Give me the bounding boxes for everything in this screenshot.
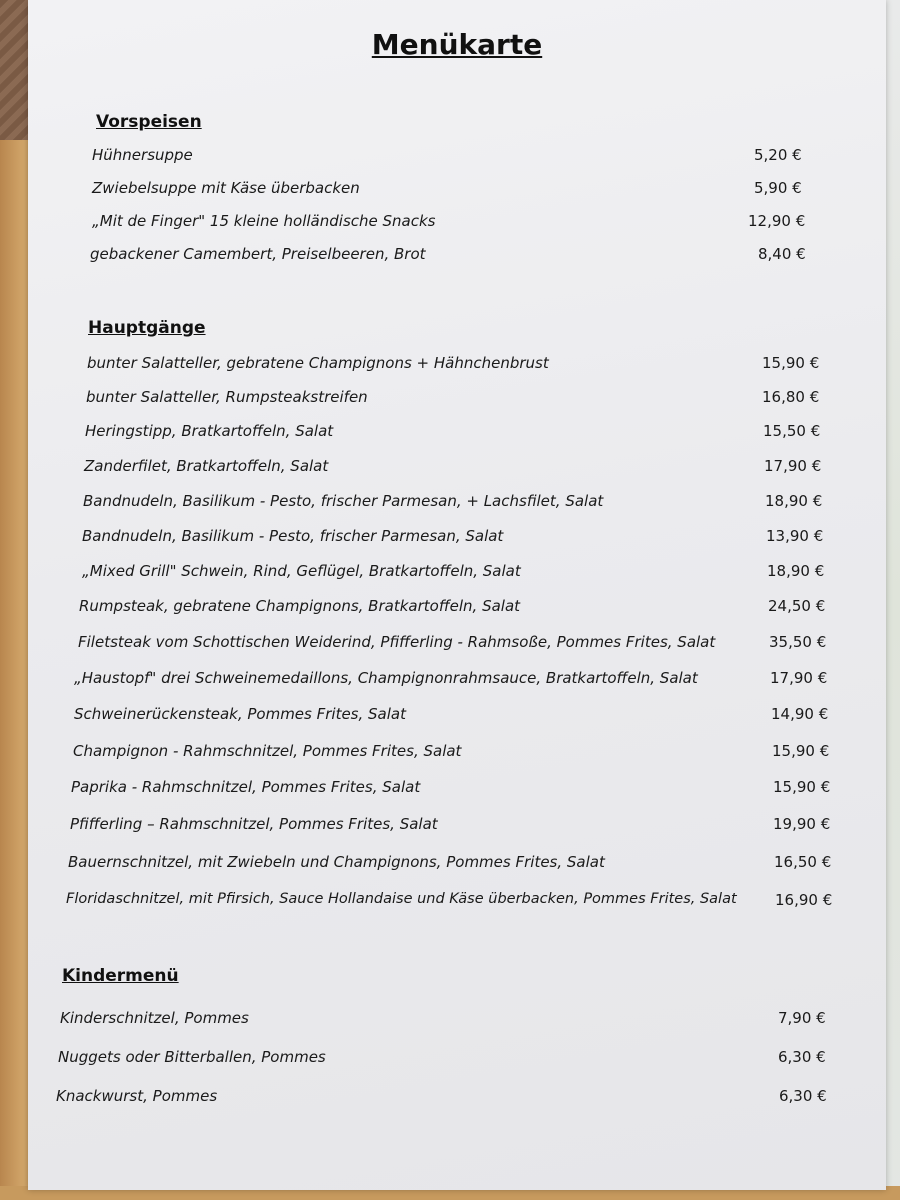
menu-item (28, 179, 886, 205)
menu-item (28, 354, 886, 380)
item-name: „Haustopf" drei Schweinemedaillons, Champignonrahmsauce, Bratkartoffeln, Salat (74, 669, 698, 687)
item-price: 24,50 € (768, 597, 826, 615)
item-price: 8,40 € (758, 245, 806, 263)
item-name: bunter Salatteller, gebratene Champignons + Hähnchenbrust (87, 354, 549, 372)
item-name: Zwiebelsuppe mit Käse überbacken (92, 179, 360, 197)
menu-sheet (28, 0, 886, 1190)
item-price: 14,90 € (771, 705, 829, 723)
item-name: Rumpsteak, gebratene Champignons, Bratkartoffeln, Salat (79, 597, 521, 615)
item-price: 15,50 € (763, 422, 821, 440)
item-price: 15,90 € (773, 778, 831, 796)
item-price: 5,90 € (754, 179, 802, 197)
item-name: Floridaschnitzel, mit Pfirsich, Sauce Hollandaise und Käse überbacken, Pommes Frites, Salat (66, 891, 737, 907)
menu-item (28, 705, 886, 731)
item-price: 17,90 € (770, 669, 828, 687)
section-heading-kindermenue: Kindermenü (62, 966, 179, 986)
item-name: „Mit de Finger" 15 kleine holländische Snacks (92, 212, 436, 230)
menu-item (28, 457, 886, 483)
item-price: 19,90 € (773, 815, 831, 833)
menu-item (28, 669, 886, 695)
section-heading-hauptgaenge: Hauptgänge (88, 318, 206, 338)
item-name: Bauernschnitzel, mit Zwiebeln und Champignons, Pommes Frites, Salat (68, 853, 605, 871)
item-price: 15,90 € (762, 354, 820, 372)
item-price: 6,30 € (778, 1048, 826, 1066)
menu-item (28, 778, 886, 804)
item-name: Knackwurst, Pommes (56, 1087, 218, 1105)
item-price: 16,90 € (775, 891, 833, 909)
item-name: gebackener Camembert, Preiselbeeren, Brot (90, 245, 426, 263)
item-name: bunter Salatteller, Rumpsteakstreifen (86, 388, 368, 406)
item-price: 6,30 € (779, 1087, 827, 1105)
item-name: Pfifferling – Rahmschnitzel, Pommes Frites, Salat (70, 815, 438, 833)
menu-title: Menükarte (371, 28, 543, 61)
menu-item (28, 1048, 886, 1074)
menu-item (28, 492, 886, 518)
item-price: 35,50 € (769, 633, 827, 651)
item-name: „Mixed Grill" Schwein, Rind, Geflügel, Bratkartoffeln, Salat (82, 562, 521, 580)
menu-item (28, 597, 886, 623)
item-name: Zanderfilet, Bratkartoffeln, Salat (84, 457, 329, 475)
item-name: Kinderschnitzel, Pommes (60, 1009, 249, 1027)
menu-item (28, 146, 886, 172)
menu-item (28, 527, 886, 553)
item-price: 7,90 € (778, 1009, 826, 1027)
item-price: 13,90 € (766, 527, 824, 545)
menu-item (28, 633, 886, 659)
menu-item (28, 742, 886, 768)
item-name: Filetsteak vom Schottischen Weiderind, Pfifferling - Rahmsoße, Pommes Frites, Salat (78, 633, 716, 651)
item-name: Bandnudeln, Basilikum - Pesto, frischer Parmesan, + Lachsfilet, Salat (83, 492, 604, 510)
item-price: 18,90 € (767, 562, 825, 580)
menu-item (28, 1087, 886, 1113)
item-price: 16,80 € (762, 388, 820, 406)
item-name: Champignon - Rahmschnitzel, Pommes Frites, Salat (73, 742, 462, 760)
item-name: Schweinerückensteak, Pommes Frites, Salat (74, 705, 406, 723)
menu-item (28, 853, 886, 879)
item-price: 18,90 € (765, 492, 823, 510)
item-price: 15,90 € (772, 742, 830, 760)
menu-item (28, 1009, 886, 1035)
item-name: Hühnersuppe (92, 146, 193, 164)
menu-item (28, 891, 886, 917)
menu-item (28, 212, 886, 238)
item-price: 17,90 € (764, 457, 822, 475)
item-price: 12,90 € (748, 212, 806, 230)
item-name: Paprika - Rahmschnitzel, Pommes Frites, Salat (71, 778, 421, 796)
item-name: Bandnudeln, Basilikum - Pesto, frischer Parmesan, Salat (82, 527, 504, 545)
item-price: 16,50 € (774, 853, 832, 871)
menu-item (28, 815, 886, 841)
item-name: Nuggets oder Bitterballen, Pommes (58, 1048, 326, 1066)
item-name: Heringstipp, Bratkartoffeln, Salat (85, 422, 334, 440)
section-heading-vorspeisen: Vorspeisen (96, 112, 202, 132)
menu-item (28, 422, 886, 448)
menu-item (28, 562, 886, 588)
item-price: 5,20 € (754, 146, 802, 164)
menu-item (28, 245, 886, 271)
menu-item (28, 388, 886, 414)
